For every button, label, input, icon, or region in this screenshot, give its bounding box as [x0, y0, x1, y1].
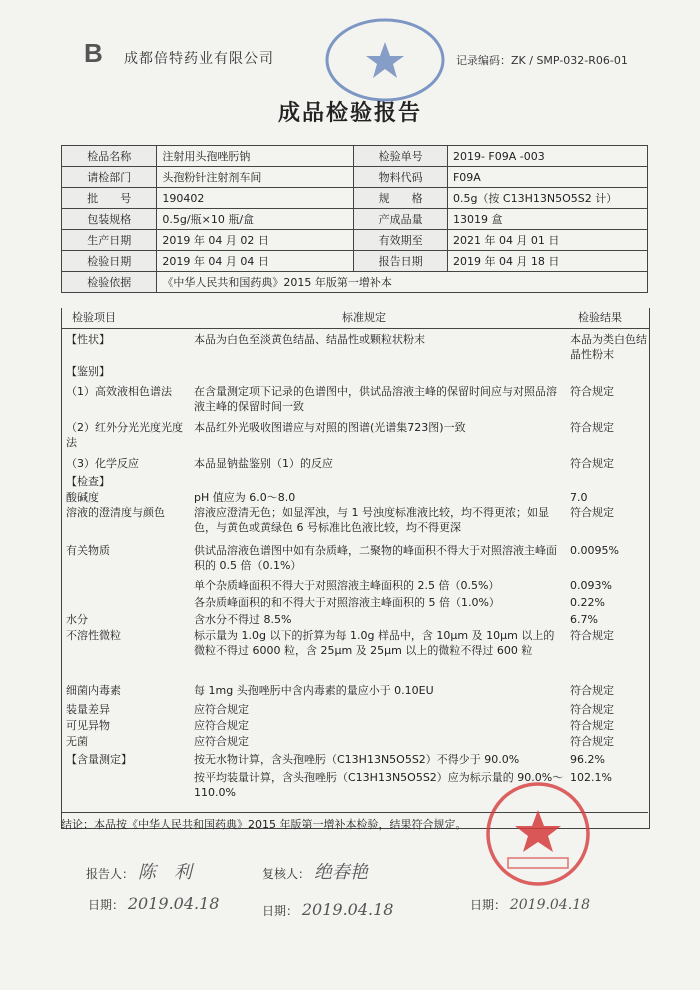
result-item: 细菌内毒素	[66, 684, 121, 697]
info-value: 0.5g（按 C13H13N5O5S2 计）	[447, 188, 647, 209]
info-value: 2019 年 04 月 04 日	[157, 251, 354, 272]
result-value: 7.0	[570, 491, 588, 504]
basis-value: 《中华人民共和国药典》2015 年版第一增补本	[157, 272, 648, 293]
result-standard: 本品为白色至淡黄色结晶、结晶性或颗粒状粉末	[194, 333, 425, 346]
result-item: 有关物质	[66, 544, 110, 557]
result-item: 溶液的澄清度与颜色	[66, 506, 165, 519]
conclusion: 结论：本品按《中华人民共和国药典》2015 年版第一增补本检验，结果符合规定。	[61, 812, 648, 832]
result-value: 0.22%	[570, 596, 605, 609]
result-value: 符合规定	[570, 735, 614, 748]
company-name: 成都倍特药业有限公司	[124, 51, 274, 67]
result-item: 不溶性微粒	[66, 629, 121, 642]
result-item: 酸碱度	[66, 491, 99, 504]
info-value: 2019- F09A -003	[447, 146, 647, 167]
reporter-label: 报告人：	[86, 867, 135, 881]
result-item: 【鉴别】	[66, 365, 110, 378]
date-value-3: 2019.04.18	[509, 897, 591, 913]
info-row	[62, 167, 648, 188]
result-standard: 标示量为 1.0g 以下的折算为每 1.0g 样品中，含 10μm 及 10μm 以上的微粒不得过 6000 粒，含 25μm 及 25μm 以上的微粒不得过 600 粒	[194, 629, 555, 657]
basis-row	[62, 272, 648, 293]
record-code-value: ZK / SMP-032-R06-01	[511, 54, 628, 67]
date-label-1: 日期：	[88, 898, 125, 912]
result-standard: 供试品溶液色谱图中如有杂质峰，二聚物的峰面积不得大于对照溶液主峰面积的 0.5 倍（0.1%）	[194, 544, 557, 572]
reviewer-signature: 绝春艳	[313, 862, 368, 883]
result-item: 装量差异	[66, 703, 110, 716]
result-value: 符合规定	[570, 457, 614, 470]
date-row-1	[88, 894, 219, 913]
result-item: （2）红外分光光度光度法	[66, 421, 183, 449]
result-value: 6.7%	[570, 613, 598, 626]
info-value: 0.5g/瓶×10 瓶/盒	[157, 209, 354, 230]
result-item: 可见异物	[66, 719, 110, 732]
result-value: 符合规定	[570, 719, 614, 732]
result-item: （1）高效液相色谱法	[66, 385, 172, 398]
result-item: （3）化学反应	[66, 457, 139, 470]
result-standard: 含水分不得过 8.5%	[194, 613, 292, 626]
result-value: 102.1%	[570, 771, 612, 784]
result-value: 符合规定	[570, 506, 614, 519]
reviewer-label: 复核人：	[262, 867, 311, 881]
date-label-2: 日期：	[262, 904, 299, 918]
info-row	[62, 209, 648, 230]
info-label: 生产日期	[62, 230, 157, 251]
reporter-signature: 陈 利	[137, 862, 192, 883]
result-standard: 溶液应澄清无色；如显浑浊，与 1 号浊度标准液比较，均不得更浓；如显色，与黄色或黄绿色 6 号标准比色液比较，均不得更深	[194, 506, 549, 534]
date-row-2	[262, 900, 393, 919]
result-standard: 各杂质峰面积的和不得大于对照溶液主峰面积的 5 倍（1.0%）	[194, 596, 500, 609]
info-label: 有效期至	[354, 230, 448, 251]
info-table	[61, 145, 648, 293]
result-standard: 应符合规定	[194, 735, 249, 748]
header-result: 检验结果	[578, 311, 622, 324]
red-seal-icon	[462, 780, 612, 890]
info-value: 13019 盒	[447, 209, 647, 230]
info-row	[62, 146, 648, 167]
result-value: 符合规定	[570, 629, 614, 642]
result-value: 符合规定	[570, 385, 614, 398]
info-label: 请检部门	[62, 167, 157, 188]
info-label: 检品名称	[62, 146, 157, 167]
page-title: 成品检验报告	[277, 101, 422, 126]
result-standard: 按无水物计算，含头孢唑肟（C13H13N5O5S2）不得少于 90.0%	[194, 753, 520, 766]
result-value: 0.0095%	[570, 544, 619, 557]
info-label: 检验日期	[62, 251, 157, 272]
info-row	[62, 230, 648, 251]
info-label: 报告日期	[354, 251, 448, 272]
result-value: 0.093%	[570, 579, 612, 592]
result-item: 【含量测定】	[66, 753, 132, 766]
info-value: 注射用头孢唑肟钠	[157, 146, 354, 167]
result-value: 96.2%	[570, 753, 605, 766]
result-item: 【检查】	[66, 475, 110, 488]
info-value: 2019 年 04 月 02 日	[157, 230, 354, 251]
result-item: 【性状】	[66, 333, 110, 346]
info-value: 头孢粉针注射剂车间	[157, 167, 354, 188]
result-value: 本品为类白色结晶性粉末	[570, 333, 647, 361]
record-code	[456, 52, 628, 68]
result-standard: 在含量测定项下记录的色谱图中，供试品溶液主峰的保留时间应与对照品溶液主峰的保留时间一致	[194, 385, 557, 413]
result-item: 水分	[66, 613, 88, 626]
info-value: 2019 年 04 月 18 日	[447, 251, 647, 272]
result-value: 符合规定	[570, 703, 614, 716]
result-value: 符合规定	[570, 684, 614, 697]
info-value: F09A	[447, 167, 647, 188]
blue-seal-top-icon	[318, 14, 452, 106]
info-value: 190402	[157, 188, 354, 209]
info-label: 物料代码	[354, 167, 448, 188]
header-item: 检验项目	[72, 311, 116, 324]
date-value-1: 2019.04.18	[127, 894, 220, 913]
date-value-2: 2019.04.18	[301, 900, 394, 919]
result-standard: pH 值应为 6.0～8.0	[194, 491, 296, 504]
info-value: 2021 年 04 月 01 日	[447, 230, 647, 251]
info-label: 规 格	[354, 188, 448, 209]
results-table	[61, 308, 650, 829]
info-row	[62, 251, 648, 272]
reviewer-row	[262, 858, 368, 884]
record-code-label: 记录编码：	[456, 54, 511, 67]
result-standard: 本品显钠盐鉴别（1）的反应	[194, 457, 333, 470]
info-label: 批 号	[62, 188, 157, 209]
reporter-row	[86, 858, 192, 884]
date-label-3: 日期：	[470, 898, 507, 912]
result-standard: 单个杂质峰面积不得大于对照溶液主峰面积的 2.5 倍（0.5%）	[194, 579, 500, 592]
header-standard: 标准规定	[342, 311, 386, 324]
result-value: 符合规定	[570, 421, 614, 434]
info-label: 包装规格	[62, 209, 157, 230]
basis-label: 检验依据	[62, 272, 157, 293]
result-item: 无菌	[66, 735, 88, 748]
info-label: 产成品量	[354, 209, 448, 230]
result-standard: 每 1mg 头孢唑肟中含内毒素的量应小于 0.10EU	[194, 684, 434, 697]
info-label: 检验单号	[354, 146, 448, 167]
result-standard: 应符合规定	[194, 719, 249, 732]
company-logo-icon: B	[84, 38, 103, 68]
date-row-3	[470, 896, 590, 913]
result-standard: 按平均装量计算，含头孢唑肟（C13H13N5O5S2）应为标示量的 90.0%～110.0%	[194, 771, 564, 799]
results-header	[62, 308, 649, 329]
info-row	[62, 188, 648, 209]
result-standard: 应符合规定	[194, 703, 249, 716]
result-standard: 本品红外光吸收图谱应与对照的图谱(光谱集723图)一致	[194, 421, 466, 434]
